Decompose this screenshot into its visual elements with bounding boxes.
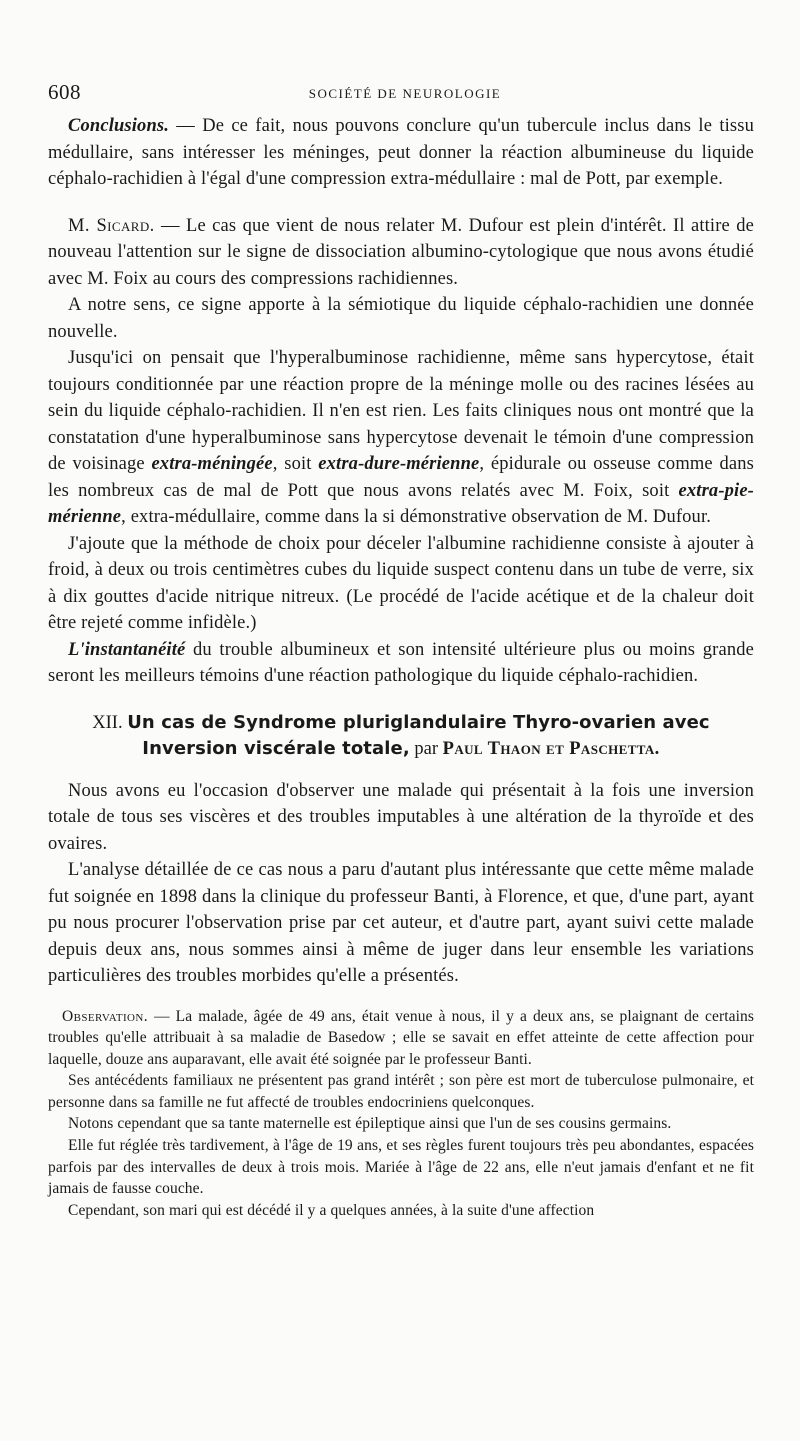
term-extra-pie-merienne: extra-pie-mérienne (48, 480, 754, 527)
sicard-p3-d: , extra-médullaire, comme dans la si démonstrative observation de M. Dufour. (121, 507, 712, 527)
observation-paragraph-1 (48, 1006, 754, 1071)
section-by: par (414, 738, 439, 759)
conclusions-label: Conclusions. (68, 116, 170, 136)
sicard-p3-b: , soit (272, 454, 319, 474)
sicard-paragraph-1 (48, 213, 754, 293)
intro-paragraph-1: Nous avons eu l'occasion d'observer une malade qui présentait à la fois une inversion totale de tous ses viscères et des troubles imputables à une altération de la thyroïde et des ovaires. (48, 780, 754, 854)
sicard-p1-text: — Le cas que vient de nous relater M. Dufour est plein d'intérêt. Il attire de nouveau l'attention sur le signe de dissociation albumino-cytologique que nous avons étudié avec M. Foix au cours des compressions rachidiennes. (48, 215, 754, 289)
observation-block (48, 1006, 754, 1222)
observation-label: Observation. (62, 1007, 149, 1025)
page-number: 608 (48, 80, 81, 104)
sicard-paragraph-2: A notre sens, ce signe apporte à la sémiotique du liquide céphalo-rachidien une donnée nouvelle. (48, 295, 754, 342)
section-number: XII. (92, 712, 123, 733)
observation-paragraph-3: Notons cependant que sa tante maternelle est épileptique ainsi que l'un de ses cousins germains. (68, 1115, 672, 1133)
observation-paragraph-4: Elle fut réglée très tardivement, à l'âge de 19 ans, et ses règles furent toujours très peu abondantes, espacées parfois par des intervalles de deux à trois mois. Mariée à l'âge de 22 ans, elle n'eut jamais d'enfant et ne fit jamais de fausse couche. (48, 1137, 754, 1198)
section-title: Un cas de Syndrome pluriglandulaire Thyro-ovarien avec Inversion viscérale totale, (127, 711, 710, 759)
term-extra-dure-merienne: extra-dure-mérienne (318, 454, 480, 474)
sicard-paragraph-3 (48, 345, 754, 531)
running-head: SOCIÉTÉ DE NEUROLOGIE (308, 86, 502, 101)
sicard-paragraph-4: J'ajoute que la méthode de choix pour déceler l'albumine rachidienne consiste à ajouter à froid, à deux ou trois centimètres cubes du liquide suspect contenu dans un tube de verre, six à dix gouttes d'acide nitrique nitreux. (Le procédé de l'acide acétique et de la chaleur doit être rejeté comme infidèle.) (48, 533, 754, 633)
sicard-p3-c: , épidurale ou osseuse comme dans les nombreux cas de mal de Pott que nous avons relatés avec M. Foix, soit (48, 454, 754, 501)
page-header (48, 80, 762, 108)
body-text (48, 113, 754, 1221)
term-extra-meningee: extra-méningée (151, 454, 273, 474)
observation-paragraph-5: Cependant, son mari qui est décédé il y a quelques années, à la suite d'une affection (68, 1201, 595, 1219)
sicard-p3-a: Jusqu'ici on pensait que l'hyperalbuminose rachidienne, même sans hypercytose, était toujours conditionnée par une réaction propre de la méninge molle ou des racines lésées au sein du liquide céphalo-rachidien. Il n'en est rien. Les faits cliniques nous ont montré que la constatation d'une hyperalbuminose sans hypercytose devenait le témoin d'une compression de voisinage (48, 348, 754, 474)
observation-paragraph-2: Ses antécédents familiaux ne présentent pas grand intérêt ; son père est mort de tuberculose pulmonaire, et personne dans sa famille ne fut affecté de troubles endocriniens quelconques. (48, 1072, 754, 1111)
sicard-paragraph-5 (48, 637, 754, 690)
section-heading (48, 710, 754, 762)
term-instantaneite: L'instantanéité (68, 639, 186, 660)
observation-p1-text: — La malade, âgée de 49 ans, était venue à nous, il y a deux ans, se plaignant de certains troubles qu'elle attribuait à sa maladie de Basedow ; elle se savait en effet atteinte de cette affection pour laquelle, douze ans auparavant, elle avait été soignée par le professeur Banti. (48, 1007, 754, 1068)
conclusions-paragraph (48, 113, 754, 193)
conclusions-text: — De ce fait, nous pouvons conclure qu'un tubercule inclus dans le tissu médullaire, sans intéresser les méninges, peut donner la réaction albumineuse du liquide céphalo-rachidien à l'égal d'une compression extra-médullaire : mal de Pott, par exemple. (48, 116, 754, 189)
speaker-name: M. Sicard. (68, 215, 155, 236)
intro-paragraph-2: L'analyse détaillée de ce cas nous a paru d'autant plus intéressante que cette même malade fut soignée en 1898 dans la clinique du professeur Banti, à Florence, et que, d'une part, ayant pu nous procurer l'observation prise par cet auteur, et d'autre part, ayant suivi cette malade depuis deux ans, nous sommes ainsi à même de juger dans leur ensemble les variations particulières des troubles morbides qu'elle a présentés. (48, 860, 754, 986)
section-authors: Paul Thaon et Paschetta. (442, 738, 660, 759)
sicard-p5-text: du trouble albumineux et son intensité ultérieure plus ou moins grande seront les meilleurs témoins d'une réaction pathologique du liquide céphalo-rachidien. (48, 639, 754, 686)
